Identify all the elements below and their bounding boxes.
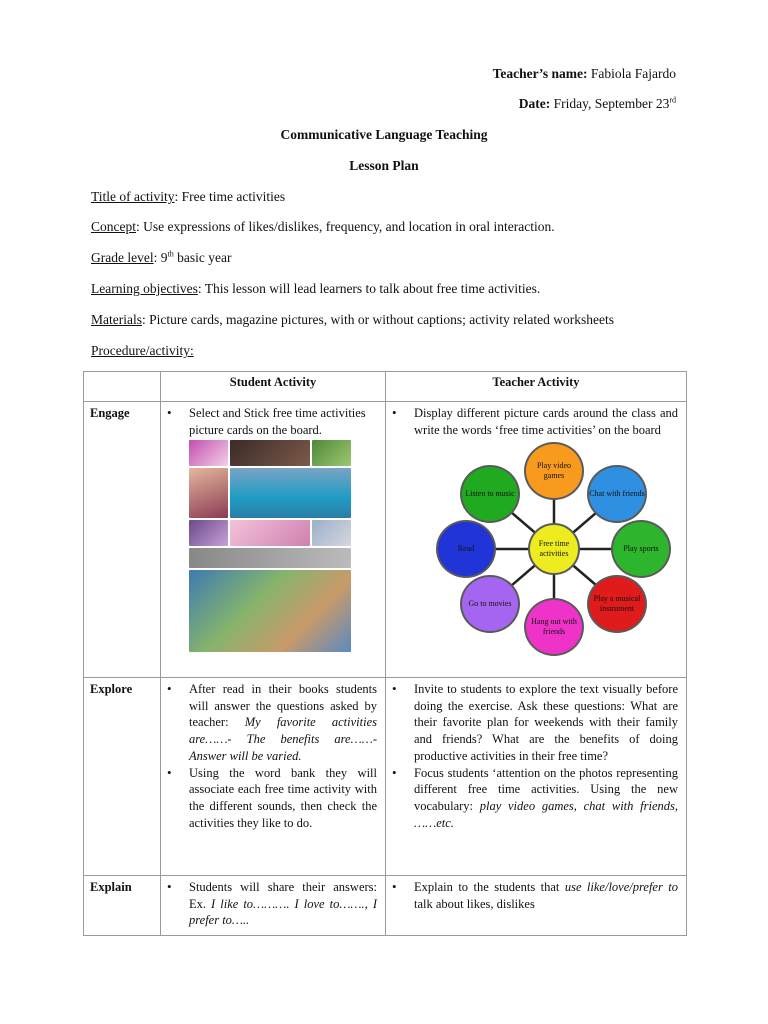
explain-teacher-cell <box>386 876 687 936</box>
photo-card <box>189 548 351 568</box>
mind-map-center: Free time activities <box>528 523 580 575</box>
photo-card <box>230 520 310 546</box>
mind-map-node: Read <box>436 520 496 578</box>
stage-engage: Engage <box>84 402 161 678</box>
field-label: Concept <box>91 219 136 234</box>
lesson-plan-table <box>83 371 687 936</box>
header-student-activity: Student Activity <box>161 372 386 402</box>
field-label: Grade level <box>91 250 154 265</box>
document-title: Communicative Language Teaching <box>280 127 488 142</box>
field-label: Learning objectives <box>91 281 198 296</box>
free-time-mind-map <box>434 442 674 656</box>
mind-map-node: Play a musical instrument <box>587 575 647 633</box>
field-value: : This lesson will lead learners to talk about free time activities. <box>197 281 541 296</box>
explain-teacher-item: • Explain to the students that use like/love/prefer to talk about likes, dislikes <box>392 879 678 912</box>
field-materials <box>91 312 614 328</box>
mind-map-node: Hang out with friends <box>524 598 584 656</box>
explore-student-cell <box>161 678 386 876</box>
mind-map-node: Play sports <box>611 520 671 578</box>
field-learning-objectives <box>91 281 540 297</box>
explore-teacher-item: • Focus students ‘attention on the photos representing different free time activities. Using the new vocabulary: play video games, chat with friends, ……etc. <box>392 765 678 832</box>
field-title-of-activity <box>91 189 285 205</box>
header-stage-cell <box>84 372 161 402</box>
field-label: Materials <box>91 312 142 327</box>
field-value: : 9 <box>153 250 168 265</box>
field-value-post: basic year <box>173 250 232 265</box>
teacher-name-label: Teacher’s name: <box>492 66 588 81</box>
engage-student-item: • Select and Stick free time activities picture cards on the board. <box>167 405 377 438</box>
grade-suffix: th <box>167 249 174 259</box>
mind-map-node: Play video games <box>524 442 584 500</box>
mind-map-node: Chat with friends <box>587 465 647 523</box>
engage-teacher-item: • Display different picture cards around the class and write the words ‘free time activities’ on the board <box>392 405 678 438</box>
photo-card <box>312 520 351 546</box>
field-concept <box>91 219 555 235</box>
photo-card <box>230 440 310 466</box>
photo-card <box>189 440 228 466</box>
table-row-engage <box>84 402 687 678</box>
header-teacher-activity: Teacher Activity <box>386 372 687 402</box>
mind-map-node: Listen to music <box>460 465 520 523</box>
stage-explain: Explain <box>84 876 161 936</box>
date-suffix: rd <box>669 95 676 105</box>
field-grade-level <box>91 250 231 266</box>
photo-card <box>230 468 351 518</box>
field-procedure <box>91 343 194 359</box>
teacher-name-value: Fabiola Fajardo <box>590 66 676 81</box>
photo-card <box>189 468 228 518</box>
explore-student-item: • Using the word bank they will associate each free time activity with the different sounds, then check the activities they like to do. <box>167 765 377 832</box>
explore-teacher-item: • Invite to students to explore the text visually before doing the exercise. Ask these questions: What are their favorite plan for weekends with their family and friends? What are the benefits of doing productive activities in their free time? <box>392 681 678 765</box>
photo-card <box>189 570 351 652</box>
photo-card <box>312 440 351 466</box>
field-value: : Free time activities <box>174 189 286 204</box>
explore-teacher-cell <box>386 678 687 876</box>
teacher-name-line <box>493 66 676 82</box>
date-label: Date: <box>518 96 551 111</box>
document-subtitle: Lesson Plan <box>349 158 419 173</box>
picture-cards-collage <box>189 440 351 644</box>
stage-explore: Explore <box>84 678 161 876</box>
table-row-explain <box>84 876 687 936</box>
table-row-explore <box>84 678 687 876</box>
field-label: Title of activity <box>91 189 175 204</box>
photo-card <box>189 520 228 546</box>
engage-teacher-cell <box>386 402 687 678</box>
mind-map-node: Go to movies <box>460 575 520 633</box>
explain-student-cell <box>161 876 386 936</box>
field-label: Procedure/activity: <box>91 343 194 358</box>
field-value: : Use expressions of likes/dislikes, frequency, and location in oral interaction. <box>136 219 555 234</box>
date-value: Friday, September 23 <box>553 96 670 111</box>
explain-student-item: • Students will share their answers: Ex. I like to………. I love to……., I prefer to….. <box>167 879 377 929</box>
table-header-row <box>84 372 687 402</box>
engage-student-cell <box>161 402 386 678</box>
field-value: : Picture cards, magazine pictures, with or without captions; activity related worksheets <box>141 312 614 327</box>
date-line <box>519 96 676 112</box>
explore-student-item: • After read in their books students will answer the questions asked by teacher: My favorite activities are……- The benefits are……- Answer will be varied. <box>167 681 377 765</box>
